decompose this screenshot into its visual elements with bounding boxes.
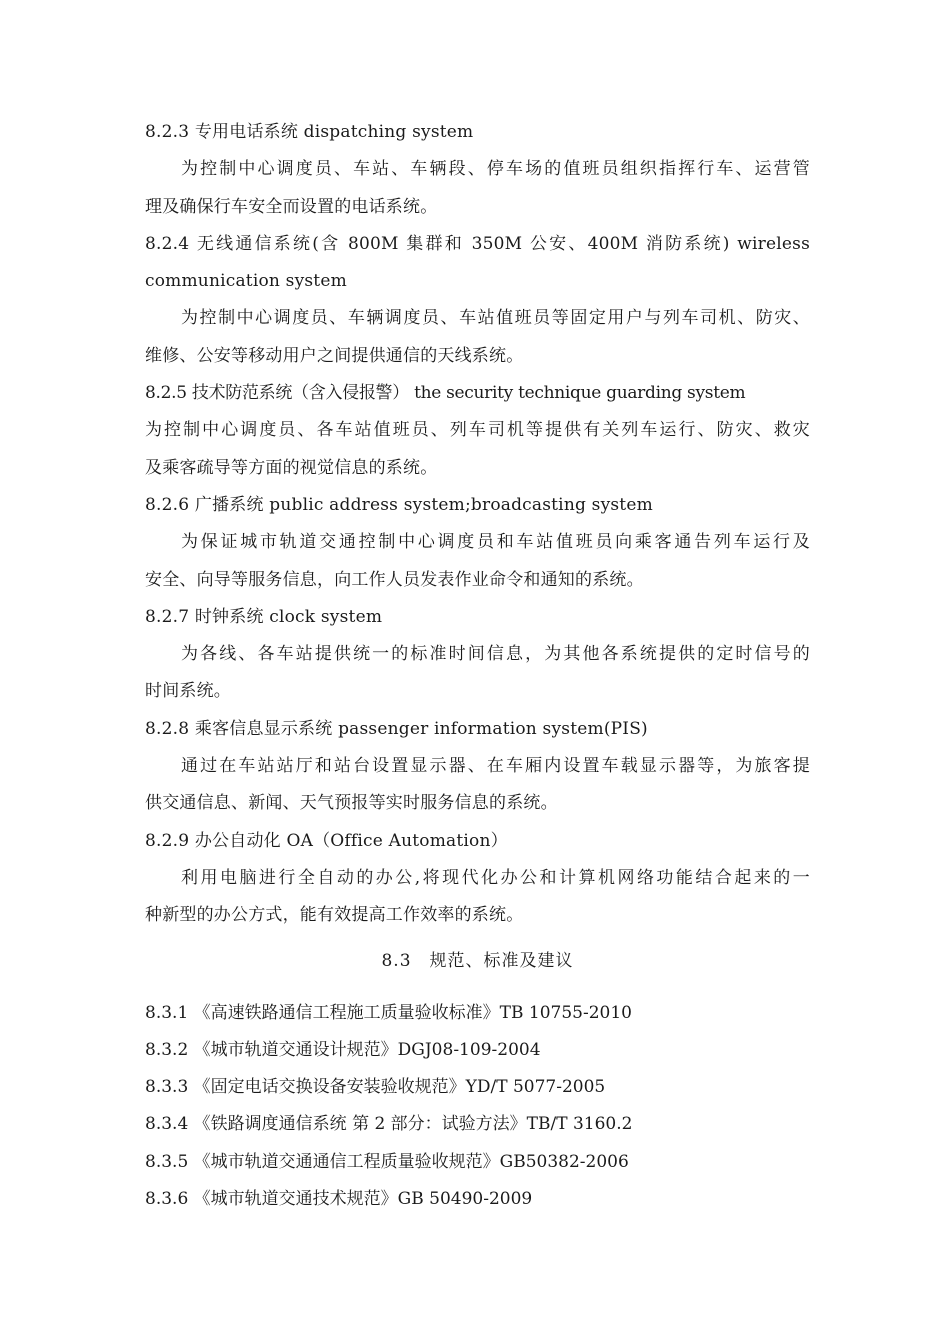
standard-item: 8.3.6 《城市轨道交通技术规范》GB 50490-2009 [145, 1189, 533, 1210]
paragraph-line: 为控制中心调度员、车辆调度员、车站值班员等固定用户与列车司机、防灾、 [181, 308, 810, 329]
paragraph-line: 及乘客疏导等方面的视觉信息的系统。 [145, 457, 438, 478]
paragraph-line: 维修、公安等移动用户之间提供通信的天线系统。 [145, 345, 524, 366]
paragraph-line: 利用电脑进行全自动的办公,将现代化办公和计算机网络功能结合起来的一 [181, 867, 810, 888]
heading-8-2-5: 8.2.5 技术防范系统（含入侵报警） the security technique guarding system [145, 383, 746, 404]
paragraph-line: 通过在车站站厅和站台设置显示器、在车厢内设置车载显示器等，为旅客提 [181, 756, 810, 777]
standard-item: 8.3.2 《城市轨道交通设计规范》DGJ08-109-2004 [145, 1039, 541, 1060]
heading-8-2-3: 8.2.3 专用电话系统 dispatching system [145, 122, 474, 142]
paragraph-line: 理及确保行车安全而设置的电话系统。 [145, 196, 438, 217]
heading-8-2-9: 8.2.9 办公自动化 OA（Office Automation） [145, 830, 508, 851]
paragraph-line: 为控制中心调度员、各车站值班员、列车司机等提供有关列车运行、防灾、救灾 [145, 420, 810, 441]
paragraph-line: 为控制中心调度员、车站、车辆段、停车场的值班员组织指挥行车、运营管 [181, 159, 810, 180]
paragraph-line: 为保证城市轨道交通控制中心调度员和车站值班员向乘客通告列车运行及 [181, 532, 810, 553]
paragraph-line: 种新型的办公方式，能有效提高工作效率的系统。 [145, 905, 524, 926]
standard-item: 8.3.4 《铁路调度通信系统 第 2 部分：试验方法》TB/T 3160.2 [145, 1114, 633, 1135]
heading-8-2-6: 8.2.6 广播系统 public address system;broadcasting system [145, 494, 653, 515]
document-content [145, 114, 810, 1218]
heading-8-2-4: 8.2.4 无线通信系统(含 800M 集群和 350M 公安、400M 消防系统) wireless [145, 233, 810, 254]
heading-8-2-7: 8.2.7 时钟系统 clock system [145, 606, 383, 627]
paragraph-line: 为各线、各车站提供统一的标准时间信息，为其他各系统提供的定时信号的 [181, 644, 810, 665]
standard-item: 8.3.5 《城市轨道交通通信工程质量验收规范》GB50382-2006 [145, 1151, 629, 1172]
standard-item: 8.3.1 《高速铁路通信工程施工质量验收标准》TB 10755-2010 [145, 1002, 632, 1023]
heading-8-2-8: 8.2.8 乘客信息显示系统 passenger information system(PIS) [145, 718, 648, 739]
heading-8-2-4-cont: communication system [145, 271, 347, 292]
paragraph-line: 安全、向导等服务信息，向工作人员发表作业命令和通知的系统。 [145, 569, 644, 590]
section-title-8-3: 8.3 规范、标准及建议 [381, 950, 574, 971]
paragraph-line: 时间系统。 [145, 681, 231, 702]
standard-item: 8.3.3 《固定电话交换设备安装验收规范》YD/T 5077-2005 [145, 1077, 606, 1098]
paragraph-line: 供交通信息、新闻、天气预报等实时服务信息的系统。 [145, 793, 558, 814]
